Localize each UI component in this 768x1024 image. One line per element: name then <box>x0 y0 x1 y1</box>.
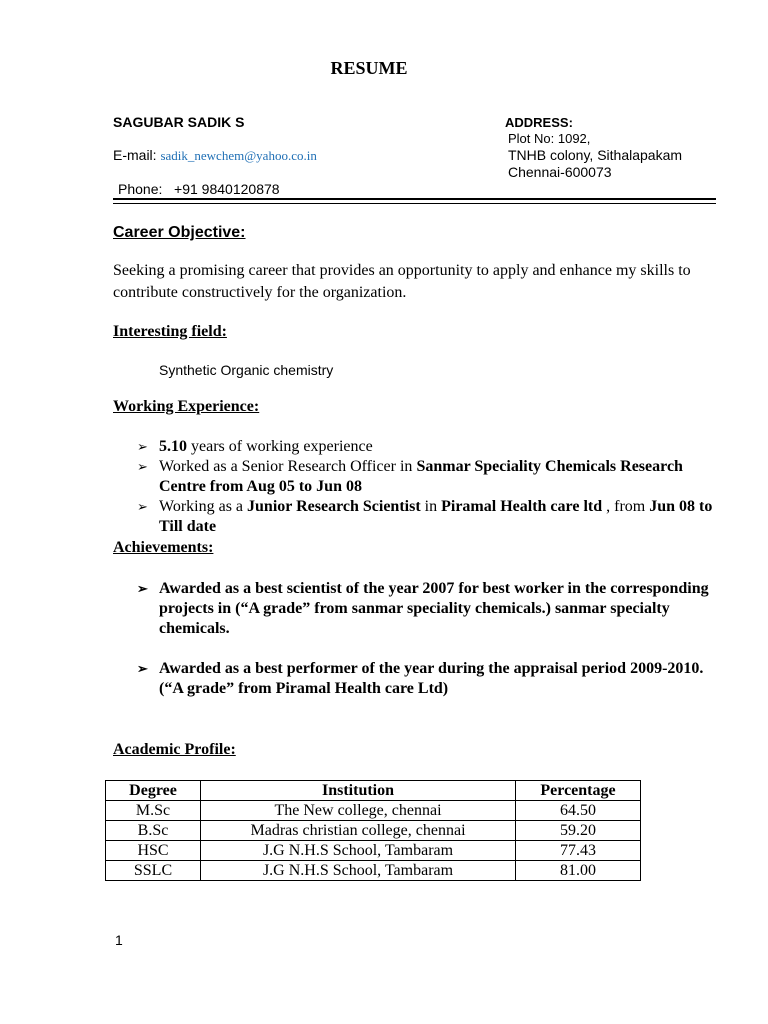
phone-label: Phone: <box>118 181 163 197</box>
arrow-bullet-icon: ➢ <box>137 581 148 596</box>
career-objective-heading: Career Objective: <box>113 224 246 241</box>
experience-employer: Sanmar Speciality Chemicals Research Centre from Aug 05 to Jun 08 <box>159 458 683 495</box>
cell-degree: HSC <box>106 841 201 861</box>
experience-text: in <box>420 498 442 515</box>
cell-institution: J.G N.H.S School, Tambaram <box>201 841 516 861</box>
list-item <box>137 579 717 639</box>
list-item <box>137 437 717 457</box>
address-line-1: Plot No: 1092, <box>508 131 591 146</box>
column-header-degree: Degree <box>106 781 201 801</box>
arrow-bullet-icon: ➢ <box>137 439 148 454</box>
working-experience-heading: Working Experience: <box>113 398 260 415</box>
experience-text: years of working experience <box>187 438 373 455</box>
candidate-name: SAGUBAR SADIK S <box>113 114 245 130</box>
cell-institution: J.G N.H.S School, Tambaram <box>201 861 516 881</box>
cell-percentage: 64.50 <box>516 801 641 821</box>
achievements-heading: Achievements: <box>113 539 214 556</box>
cell-percentage: 77.43 <box>516 841 641 861</box>
cell-institution: The New college, chennai <box>201 801 516 821</box>
cell-degree: B.Sc <box>106 821 201 841</box>
page-number: 1 <box>115 932 123 948</box>
header-divider-thin <box>113 203 716 204</box>
experience-dates: Jun 08 to Till date <box>159 498 713 535</box>
list-item <box>137 457 717 497</box>
achievements-list <box>137 579 717 639</box>
list-item <box>137 659 717 699</box>
phone-row <box>118 181 280 197</box>
email-link[interactable]: sadik_newchem@yahoo.co.in <box>160 148 317 163</box>
arrow-bullet-icon: ➢ <box>137 499 148 514</box>
column-header-percentage: Percentage <box>516 781 641 801</box>
header-divider-thick <box>113 198 716 200</box>
arrow-bullet-icon: ➢ <box>137 459 148 474</box>
experience-employer: Piramal Health care ltd <box>441 498 603 515</box>
achievement-text: Awarded as a best performer of the year during the appraisal period 2009-2010. (“A grade” from Piramal Health care Ltd) <box>159 660 704 697</box>
email-label: E-mail: <box>113 147 157 163</box>
arrow-bullet-icon: ➢ <box>137 661 148 676</box>
cell-degree: M.Sc <box>106 801 201 821</box>
address-line-3: Chennai-600073 <box>508 164 612 180</box>
table-row <box>106 821 641 841</box>
page-title: RESUME <box>330 58 408 78</box>
career-objective-text: Seeking a promising career that provides an opportunity to apply and enhance my skills to contribute constructively for the organization. <box>113 262 691 301</box>
experience-text: Worked as a Senior Research Officer in <box>159 458 417 475</box>
phone-number: +91 9840120878 <box>174 181 280 197</box>
address-line-2: TNHB colony, Sithalapakam <box>508 147 683 163</box>
column-header-institution: Institution <box>201 781 516 801</box>
email-row <box>113 147 317 164</box>
experience-role: Junior Research Scientist <box>247 498 421 515</box>
cell-percentage: 59.20 <box>516 821 641 841</box>
table-header-row <box>106 781 641 801</box>
list-item <box>137 497 717 537</box>
table-row <box>106 801 641 821</box>
cell-percentage: 81.00 <box>516 861 641 881</box>
academic-profile-heading: Academic Profile: <box>113 741 236 758</box>
experience-list <box>137 437 717 537</box>
experience-text: Working as a <box>159 498 248 515</box>
achievement-text: Awarded as a best scientist of the year 2007 for best worker in the corresponding projects in (“A grade” from sanmar speciality chemicals.) sanmar specialty chemicals. <box>159 580 709 637</box>
address-heading: ADDRESS: <box>505 115 573 130</box>
table-row <box>106 841 641 861</box>
academic-table <box>105 780 641 881</box>
cell-institution: Madras christian college, chennai <box>201 821 516 841</box>
cell-degree: SSLC <box>106 861 201 881</box>
experience-years: 5.10 <box>159 438 187 455</box>
achievements-list-2 <box>137 659 717 699</box>
experience-text: , from <box>602 498 650 515</box>
interesting-field-heading: Interesting field: <box>113 323 227 340</box>
interesting-field-text: Synthetic Organic chemistry <box>159 362 334 378</box>
table-row <box>106 861 641 881</box>
